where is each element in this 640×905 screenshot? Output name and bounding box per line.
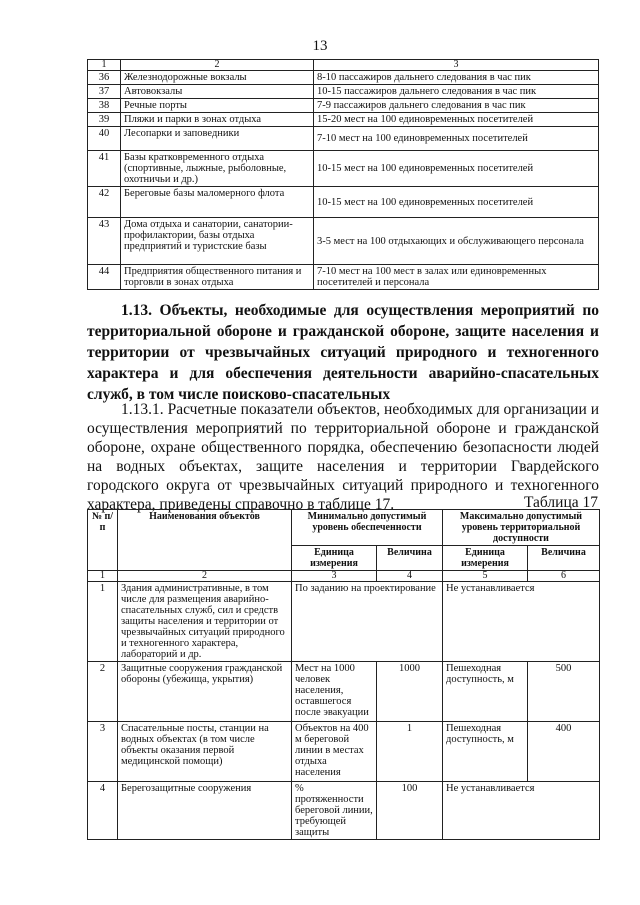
norm-value: 7-9 пассажиров дальнего следования в час пик (314, 99, 599, 113)
min-unit: Мест на 1000 человек населения, оставшегося после эвакуации (292, 662, 377, 722)
header-min-level: Минимально допустимый уровень обеспеченности (292, 510, 443, 546)
table-row (88, 99, 599, 113)
norm-value: 3-5 мест на 100 отдыхающих и обслуживающего персонала (314, 218, 599, 265)
norm-value: 7-10 мест на 100 единовременных посетителей (314, 127, 599, 151)
header-object-name: Наименования объектов (118, 510, 292, 571)
table-row (88, 218, 599, 265)
header-number: № п/п (88, 510, 118, 571)
object-name: Дома отдыха и санатории, санатории-профилактории, базы отдыха предприятий и туристские базы (121, 218, 314, 265)
column-index: 4 (377, 571, 443, 582)
object-name: Защитные сооружения гражданской обороны (убежища, укрытия) (118, 662, 292, 722)
page-number: 13 (312, 38, 328, 54)
header-unit: Единица измерения (443, 546, 528, 571)
norm-value: 8-10 пассажиров дальнего следования в час пик (314, 71, 599, 85)
row-number: 36 (88, 71, 121, 85)
object-name: Пляжи и парки в зонах отдыха (121, 113, 314, 127)
object-name: Базы кратковременного отдыха (спортивные, лыжные, рыболовные, охотничьи и др.) (121, 151, 314, 187)
table-row (88, 722, 600, 782)
object-name: Спасательные посты, станции на водных объектах (в том числе объекты оказания первой медицинской помощи) (118, 722, 292, 782)
object-name: Здания административные, в том числе для размещения аварийно-спасательных служб, сил и средств защиты населения и территории от чрезвычайных ситуаций природного и техногенного характера, лабораторий и др. (118, 582, 292, 662)
row-number: 43 (88, 218, 121, 265)
row-number: 42 (88, 187, 121, 218)
min-level-value: По заданию на проектирование (292, 582, 443, 662)
norm-value: 10-15 мест на 100 единовременных посетителей (314, 151, 599, 187)
row-number: 3 (88, 722, 118, 782)
table-row (88, 127, 599, 151)
column-index: 1 (88, 60, 121, 71)
row-number: 40 (88, 127, 121, 151)
header-max-accessibility: Максимально допустимый уровень территориальной доступности (443, 510, 600, 546)
row-number: 41 (88, 151, 121, 187)
row-number: 39 (88, 113, 121, 127)
norm-value: 15-20 мест на 100 единовременных посетителей (314, 113, 599, 127)
min-value: 100 (377, 782, 443, 840)
body-paragraph: 1.13.1. Расчетные показатели объектов, необходимых для организации и осуществления мероприятий по территориальной обороне и гражданской обороне, охране общественного порядка, обеспечению безопасности людей на водных объектах, защите населения и территории Гвардейского городского округа от чрезвычайных ситуаций природного и техногенного характера, приведены справочно в таблице 17. (87, 401, 599, 513)
header-unit: Единица измерения (292, 546, 377, 571)
column-index: 3 (314, 60, 599, 71)
table-row (88, 782, 600, 840)
row-number: 2 (88, 662, 118, 722)
row-number: 4 (88, 782, 118, 840)
table-column-index-row (88, 571, 600, 582)
table-row (88, 71, 599, 85)
table-17 (87, 509, 600, 840)
table-column-index-row (88, 60, 599, 71)
min-value: 1000 (377, 662, 443, 722)
max-unit: Пешеходная доступность, м (443, 662, 528, 722)
column-index: 3 (292, 571, 377, 582)
column-index: 6 (528, 571, 600, 582)
table-row (88, 582, 600, 662)
column-index: 2 (121, 60, 314, 71)
table-rest-zones-continued (87, 59, 599, 290)
object-name: Автовокзалы (121, 85, 314, 99)
min-unit: % протяженности береговой линии, требующей защиты (292, 782, 377, 840)
max-value: 400 (528, 722, 600, 782)
header-value: Величина (377, 546, 443, 571)
max-value: 500 (528, 662, 600, 722)
object-name: Берегозащитные сооружения (118, 782, 292, 840)
max-accessibility-value: Не устанавливается (443, 782, 600, 840)
table-row (88, 187, 599, 218)
min-unit: Объектов на 400 м береговой линии в местах отдыха населения (292, 722, 377, 782)
table-header-row (88, 510, 600, 546)
object-name: Лесопарки и заповедники (121, 127, 314, 151)
column-index: 5 (443, 571, 528, 582)
min-value: 1 (377, 722, 443, 782)
column-index: 2 (118, 571, 292, 582)
table-row (88, 85, 599, 99)
norm-value: 10-15 пассажиров дальнего следования в час пик (314, 85, 599, 99)
object-name: Предприятия общественного питания и торговли в зонах отдыха (121, 265, 314, 290)
row-number: 38 (88, 99, 121, 113)
max-unit: Пешеходная доступность, м (443, 722, 528, 782)
row-number: 37 (88, 85, 121, 99)
table-row (88, 151, 599, 187)
object-name: Береговые базы маломерного флота (121, 187, 314, 218)
table-caption: Таблица 17 (523, 494, 598, 511)
header-value: Величина (528, 546, 600, 571)
max-accessibility-value: Не устанавливается (443, 582, 600, 662)
object-name: Речные порты (121, 99, 314, 113)
norm-value: 7-10 мест на 100 мест в залах или единовременных посетителей и персонала (314, 265, 599, 290)
row-number: 1 (88, 582, 118, 662)
section-heading: 1.13. Объекты, необходимые для осуществления мероприятий по территориальной обороне и гражданской обороне, защите населения и территории от чрезвычайных ситуаций природного и техногенного характера и для обеспечения деятельности аварийно-спасательных служб, в том числе поисково-спасательных (87, 302, 599, 403)
table-row (88, 113, 599, 127)
norm-value: 10-15 мест на 100 единовременных посетителей (314, 187, 599, 218)
object-name: Железнодорожные вокзалы (121, 71, 314, 85)
row-number: 44 (88, 265, 121, 290)
table-row (88, 662, 600, 722)
column-index: 1 (88, 571, 118, 582)
table-row (88, 265, 599, 290)
